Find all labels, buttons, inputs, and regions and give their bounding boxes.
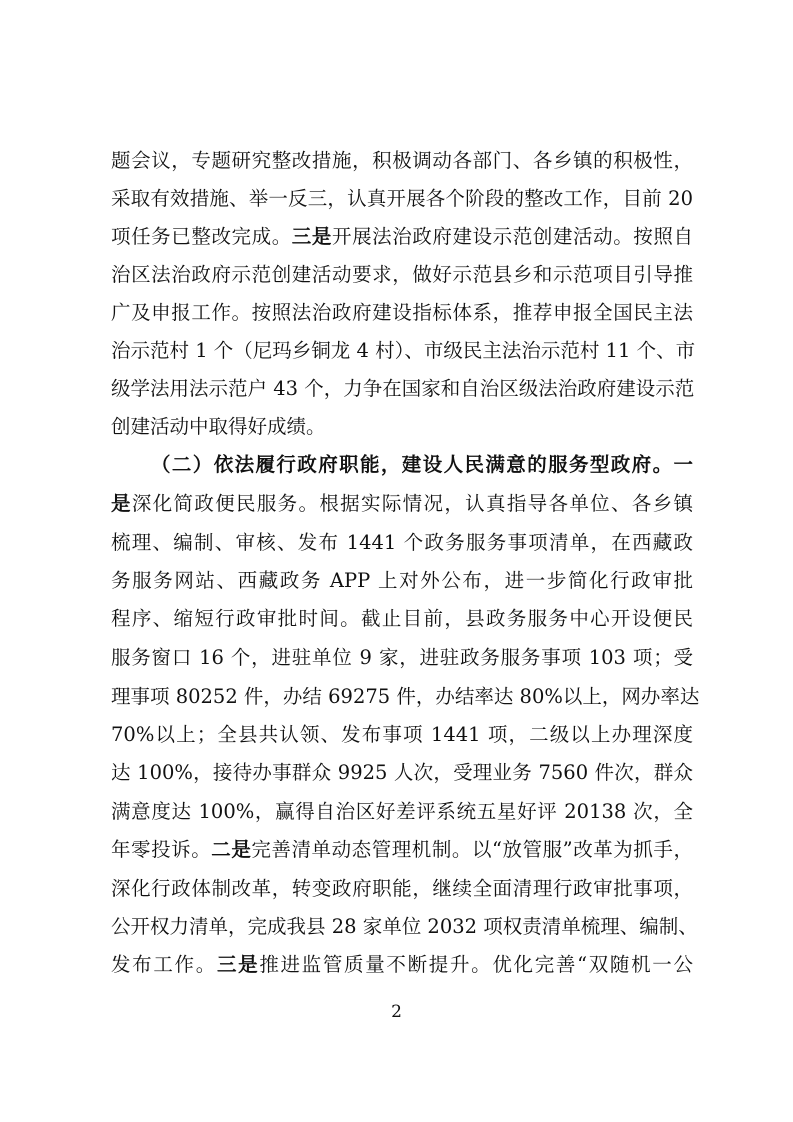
text-segment: 务服务网站、西藏政务 APP 上对外公布，进一步简化行政审批 [111,569,693,592]
text-line [111,184,693,214]
text-segment: 推进监管质量不断提升。优化完善“双随机一公 [259,953,693,976]
text-segment: 项任务已整改完成。 [111,225,292,248]
text-line [111,682,700,712]
text-segment: 治示范村 1 个（尼玛乡铜龙 4 村）、市级民主法治示范村 11 个、市 [111,339,696,362]
text-line [111,298,693,328]
text-line [111,604,693,634]
bold-text-segment: 二是 [211,838,252,861]
text-line [111,412,693,442]
bold-text-segment: 是 [111,492,132,515]
text-segment: 创建活动中取得好成绩。 [111,415,326,438]
text-segment: 服务窗口 16 个，进驻单位 9 家，进驻政务服务事项 103 项；受 [111,646,693,669]
text-segment: 发布工作。 [111,953,217,976]
text-line [111,835,693,865]
text-segment: 治区法治政府示范创建活动要求，做好示范县乡和示范项目引导推 [111,263,693,286]
text-line [111,489,693,519]
text-line [111,950,693,980]
text-line [111,720,693,750]
text-line [111,336,696,366]
text-segment: 级学法用法示范户 43 个，力争在国家和自治区级法治政府建设示范 [111,377,695,400]
text-line [111,797,693,827]
text-line [111,260,693,290]
bold-text-segment: 三是 [216,953,260,976]
text-line [111,222,693,252]
bold-text-segment: （二）依法履行政府职能，建设人民满意的服务型政府。一 [151,453,693,476]
text-segment: 广及申报工作。按照法治政府建设指标体系，推荐申报全国民主法 [111,301,693,324]
text-segment: 梳理、编制、审核、发布 1441 个政务服务事项清单，在西藏政 [111,531,693,554]
text-segment: 采取有效措施、举一反三，认真开展各个阶段的整改工作，目前 20 [111,187,693,210]
text-line [151,450,693,480]
text-segment: 深化简政便民服务。根据实际情况，认真指导各单位、各乡镇 [131,492,693,515]
text-segment: 程序、缩短行政审批时间。截止目前，县政务服务中心开设便民 [111,607,693,630]
text-line [111,146,693,176]
text-line [111,528,693,558]
text-segment: 公开权力清单，完成我县 28 家单位 2032 项权责清单梳理、编制、 [111,915,698,938]
text-line [111,758,693,788]
text-line [111,643,693,673]
text-line [111,374,693,404]
text-segment: 题会议，专题研究整改措施，积极调动各部门、各乡镇的积极性， [111,149,693,172]
text-segment: 满意度达 100%，赢得自治区好差评系统五星好评 20138 次，全 [111,800,693,823]
text-segment: 理事项 80252 件，办结 69275 件，办结率达 80%以上，网办率达 [111,685,700,708]
text-segment: 开展法治政府建设示范创建活动。按照自 [331,225,693,248]
text-segment: 年零投诉。 [111,838,212,861]
text-segment: 完善清单动态管理机制。以“放管服”改革为抓手， [251,838,693,861]
bold-text-segment: 三是 [291,225,332,248]
text-line [111,566,693,596]
text-segment: 深化行政体制改革，转变政府职能，继续全面清理行政审批事项， [111,877,693,900]
page-number: 2 [391,1002,402,1022]
text-line [111,874,693,904]
text-line [111,912,698,942]
text-segment: 70%以上；全县共认领、发布事项 1441 项，二级以上办理深度 [111,723,693,746]
text-segment: 达 100%，接待办事群众 9925 人次，受理业务 7560 件次，群众 [111,761,693,784]
